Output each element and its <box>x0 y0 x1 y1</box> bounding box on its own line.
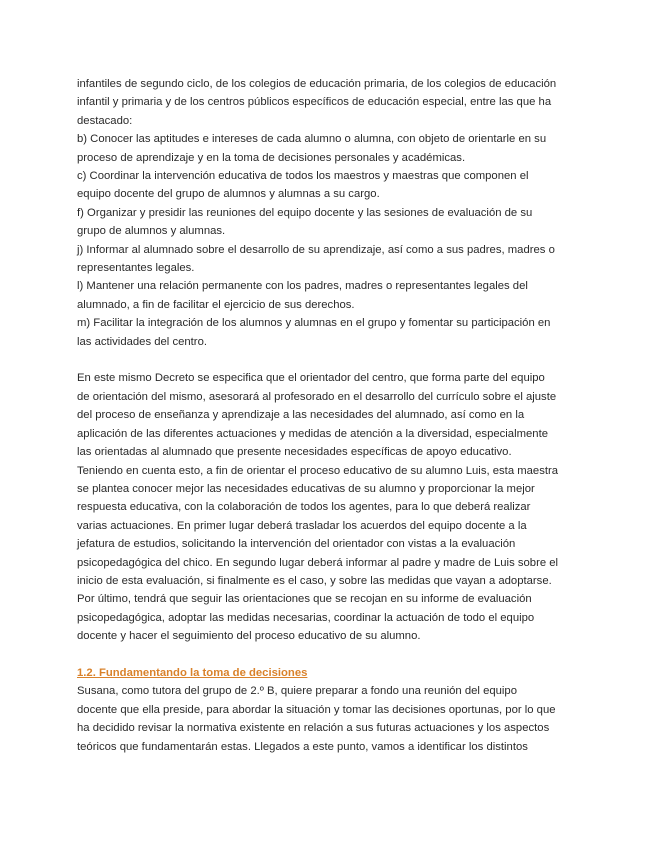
text-line: ha decidido revisar la normativa existente en relación a sus futuras actuaciones y los aspectos <box>77 722 550 735</box>
text-line: grupo de alumnos y alumnas. <box>77 225 226 238</box>
text-line: psicopedagógica, adoptar las medidas necesarias, coordinar la actuación de todo el equipo <box>77 611 535 624</box>
text-line: destacado: <box>77 114 133 127</box>
text-line: j) Informar al alumnado sobre el desarrollo de su aprendizaje, así como a sus padres, madres o <box>77 243 555 256</box>
text-line: Teniendo en cuenta esto, a fin de orientar el proceso educativo de su alumno Luis, esta maestra <box>77 464 559 477</box>
text-line: psicopedagógica del chico. En segundo lugar deberá informar al padre y madre de Luis sobre el <box>77 556 559 569</box>
text-line: docente y hacer el seguimiento del proceso educativo de su alumno. <box>77 630 421 643</box>
text-line: jefatura de estudios, solicitando la intervención del orientador con vistas a la evaluación <box>77 538 516 551</box>
text-line: representantes legales. <box>77 262 195 275</box>
text-line: b) Conocer las aptitudes e intereses de cada alumno o alumna, con objeto de orientarle en su <box>77 133 547 146</box>
text-line: f) Organizar y presidir las reuniones del equipo docente y las sesiones de evaluación de su <box>77 206 533 219</box>
text-line: Susana, como tutora del grupo de 2.º B, quiere preparar a fondo una reunión del equipo <box>77 685 517 698</box>
document-content <box>77 75 559 756</box>
functions-list-paragraph <box>77 75 555 351</box>
text-line: del proceso de enseñanza y aprendizaje a las necesidades del alumnado, así como en la <box>77 409 525 422</box>
text-line: las orientadas al alumnado que presente necesidades específicas de apoyo educativo. <box>77 446 512 459</box>
text-line: varias actuaciones. En primer lugar deberá trasladar los acuerdos del equipo docente a la <box>77 519 527 532</box>
text-line: Por último, tendrá que seguir las orientaciones que se recojan en su informe de evaluación <box>77 593 532 606</box>
text-line: infantiles de segundo ciclo, de los colegios de educación primaria, de los colegios de educación <box>77 78 557 90</box>
text-line: equipo docente del grupo de alumnos y alumnas a su cargo. <box>77 188 380 201</box>
text-line: infantil y primaria y de los centros públicos específicos de educación especial, entre las que ha <box>77 96 552 109</box>
text-line: En este mismo Decreto se especifica que el orientador del centro, que forma parte del equipo <box>77 372 545 385</box>
text-line: alumnado, a fin de facilitar el ejercicio de sus derechos. <box>77 298 355 311</box>
text-line: respuesta educativa, con la colaboración de todos los agentes, para lo que deberá realizar <box>77 501 531 514</box>
section-heading[interactable]: 1.2. Fundamentando la toma de decisiones <box>77 666 308 679</box>
text-line: teóricos que fundamentarán estas. Llegados a este punto, vamos a identificar los distintos <box>77 740 528 753</box>
text-line: m) Facilitar la integración de los alumnos y alumnas en el grupo y fomentar su participación en <box>77 317 551 330</box>
text-line: se plantea conocer mejor las necesidades educativas de su alumno y proporcionar la mejor <box>77 482 535 495</box>
text-line: docente que ella preside, para abordar la situación y tomar las decisiones oportunas, por lo que <box>77 703 556 716</box>
text-line: aplicación de las diferentes actuaciones y medidas de atención a la diversidad, especialmente <box>77 427 548 440</box>
text-line: de orientación del mismo, asesorará al profesorado en el desarrollo del currículo sobre el ajuste <box>77 390 557 403</box>
text-line: inicio de esta evaluación, si finalmente es el caso, y sobre las medidas que vayan a adoptarse. <box>77 574 552 587</box>
text-line: l) Mantener una relación permanente con los padres, madres o representantes legales del <box>77 280 528 293</box>
text-line: las actividades del centro. <box>77 335 207 348</box>
decree-paragraph <box>77 369 559 645</box>
text-line: c) Coordinar la intervención educativa de todos los maestros y maestras que componen el <box>77 170 529 183</box>
text-line: proceso de aprendizaje y en la toma de decisiones personales y académicas. <box>77 151 466 164</box>
section-paragraph <box>77 682 555 756</box>
